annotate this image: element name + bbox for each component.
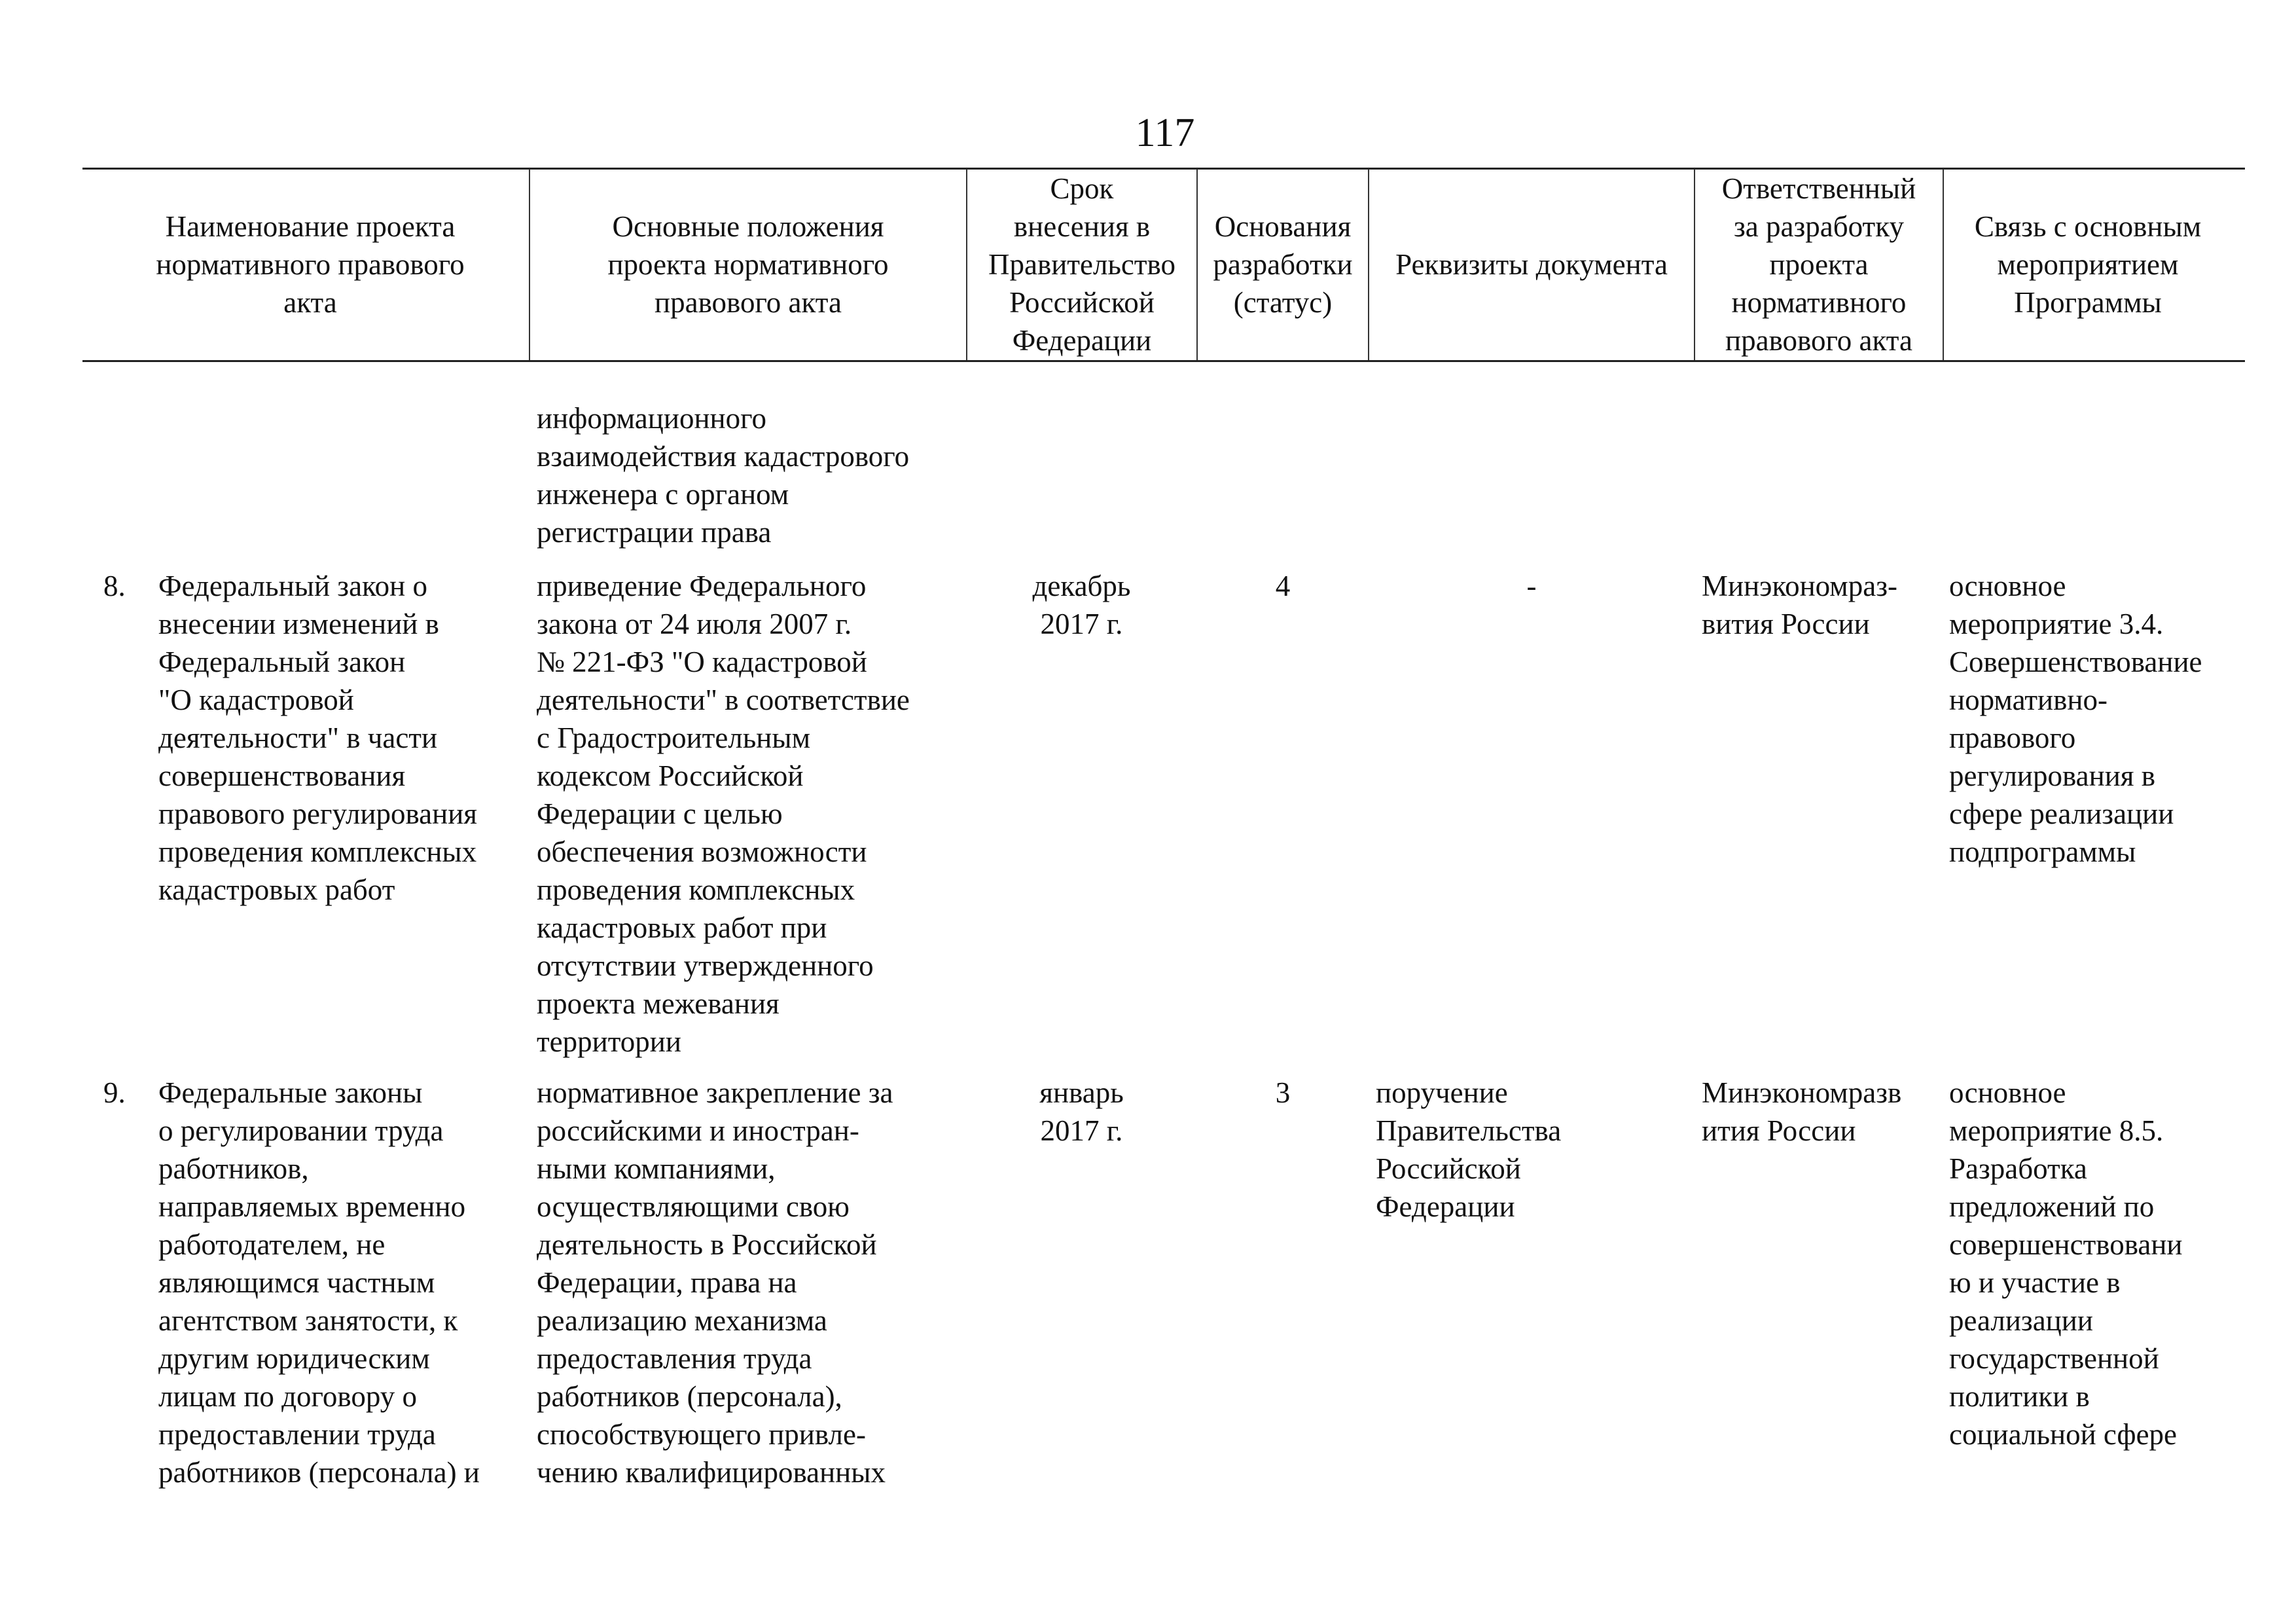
page-number: 117 <box>1135 111 1195 155</box>
row-provisions: приведение Федерального закона от 24 июля 2007 г. № 221-ФЗ "О кадастровой деятельности" в соответствие с Градостроительным кодексом Российской Федерации с целью обеспечения возможности проведения комплексных кадастровых работ при отсутствии утвержденного проекта межевания территории <box>537 570 910 1058</box>
row-name: Федеральные законы о регулировании труда работников, направляемых временно работодателем, не являющимся частным агентством занятости, к другим юридическим лицам по договору о предоставлении труда работников (персонала) и <box>158 1076 480 1489</box>
header-link-text: Связь с основным мероприятием Программы <box>1974 210 2202 319</box>
row-number: 9. <box>103 1076 126 1109</box>
header-requisites-text: Реквизиты документа <box>1395 248 1668 281</box>
header-basis <box>1198 169 1368 360</box>
header-responsible-text: Ответственный за разработку проекта нормативного правового акта <box>1721 172 1916 357</box>
header-deadline <box>967 169 1196 360</box>
row-name: Федеральный закон о внесении изменений в Федеральный закон "О кадастровой деятельности" в части совершенствования правового регулирования проведения комплексных кадастровых работ <box>158 570 478 906</box>
row-link: основное мероприятие 8.5. Разработка предложений по совершенствовани ю и участие в реализации государственной политики в социальной сфере <box>1949 1076 2183 1451</box>
row-requisites: поручение Правительства Российской Федерации <box>1376 1076 1562 1223</box>
header-responsible <box>1695 169 1943 360</box>
header-basis-text: Основания разработки (статус) <box>1213 210 1353 319</box>
header-link <box>1944 169 2232 360</box>
header-requisites <box>1369 169 1694 360</box>
row-deadline: январь 2017 г. <box>1039 1076 1124 1147</box>
header-name <box>92 169 529 360</box>
header-deadline-text: Срок внесения в Правительство Российской Федерации <box>988 172 1175 357</box>
row-basis: 4 <box>1275 570 1291 602</box>
header-bottom-rule <box>82 360 2245 362</box>
row-basis: 3 <box>1275 1076 1291 1109</box>
row-link: основное мероприятие 3.4. Совершенствование нормативно- правового регулирования в сфере реализации подпрограммы <box>1949 570 2202 868</box>
header-name-text: Наименование проекта нормативного правового акта <box>156 210 465 319</box>
row-number: 8. <box>103 570 126 602</box>
header-provisions-text: Основные положения проекта нормативного правового акта <box>607 210 889 319</box>
row-responsible: Минэкономраз- вития России <box>1702 570 1898 640</box>
row-requisites: - <box>1526 570 1537 602</box>
row-provisions: нормативное закрепление за российскими и иностран- ными компаниями, осуществляющими свою деятельность в Российской Федерации, права на реализацию механизма предоставления труда работников (персонала), способствующего привле- чению квалифицированных <box>537 1076 893 1489</box>
row-responsible: Минэкономразв ития России <box>1702 1076 1902 1147</box>
header-provisions <box>530 169 966 360</box>
row-deadline: декабрь 2017 г. <box>1032 570 1131 640</box>
continuation-provisions: информационного взаимодействия кадастрового инженера с органом регистрации права <box>537 402 910 549</box>
